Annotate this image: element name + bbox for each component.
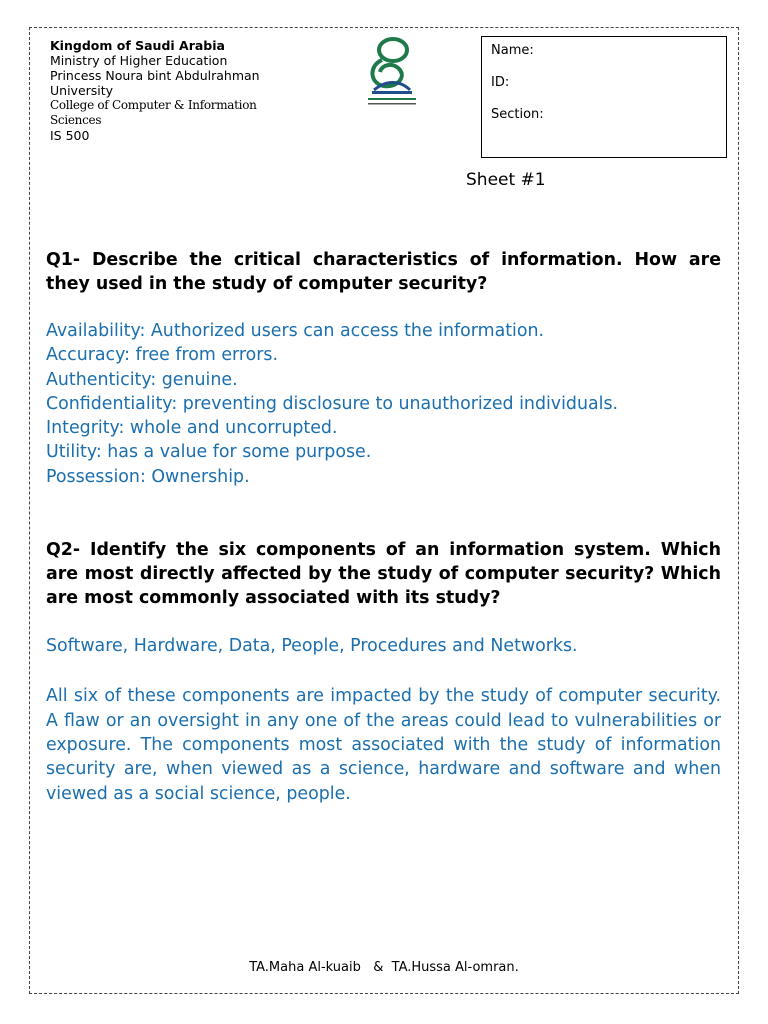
sheet-title: Sheet #1 [466, 170, 546, 190]
id-label: ID: [491, 75, 510, 90]
section-label: Section: [491, 107, 544, 122]
q1-answer-utility: Utility: has a value for some purpose. [46, 442, 372, 463]
q1-answer-integrity: Integrity: whole and uncorrupted. [46, 418, 338, 439]
footer-authors: TA.Maha Al-kuaib & TA.Hussa Al-omran. [249, 960, 519, 975]
q2-answer-components: Software, Hardware, Data, People, Procedures and Networks. [46, 636, 578, 657]
q1-answer-possession: Possession: Ownership. [46, 466, 250, 487]
q1-answer-confidentiality: Confidentiality: preventing disclosure to unauthorized individuals. [46, 393, 619, 414]
header-university: Princess Noura bint Abdulrahman University [50, 68, 260, 98]
sheet-content [46, 248, 721, 806]
student-info-box [481, 36, 727, 158]
header-ministry: Ministry of Higher Education [50, 53, 228, 68]
header-country: Kingdom of Saudi Arabia [50, 38, 225, 53]
name-label: Name: [491, 43, 534, 58]
q1-answer-accuracy: Accuracy: free from errors. [46, 345, 279, 366]
q2-answer-paragraph: All six of these components are impacted by the study of computer security. A flaw or an oversight in any one of the areas could lead to vulnerabilities or exposure. The components most associated with the study of information security are, when viewed as a science, hardware and software and when viewed as a social science, people. [46, 686, 721, 804]
q1-question: Q1- Describe the critical characteristics of information. How are they used in the study of computer security? [46, 250, 721, 294]
header-course: IS 500 [50, 128, 90, 143]
q1-answer-authenticity: Authenticity: genuine. [46, 369, 238, 390]
university-logo-icon [360, 34, 422, 114]
q2-question: Q2- Identify the six components of an information system. Which are most directly affected by the study of computer security? Which are most commonly associated with its study? [46, 540, 721, 609]
institution-header [50, 38, 310, 143]
q1-answer-availability: Availability: Authorized users can access the information. [46, 321, 545, 341]
header-college: College of Computer & Information Sciences [50, 98, 257, 127]
